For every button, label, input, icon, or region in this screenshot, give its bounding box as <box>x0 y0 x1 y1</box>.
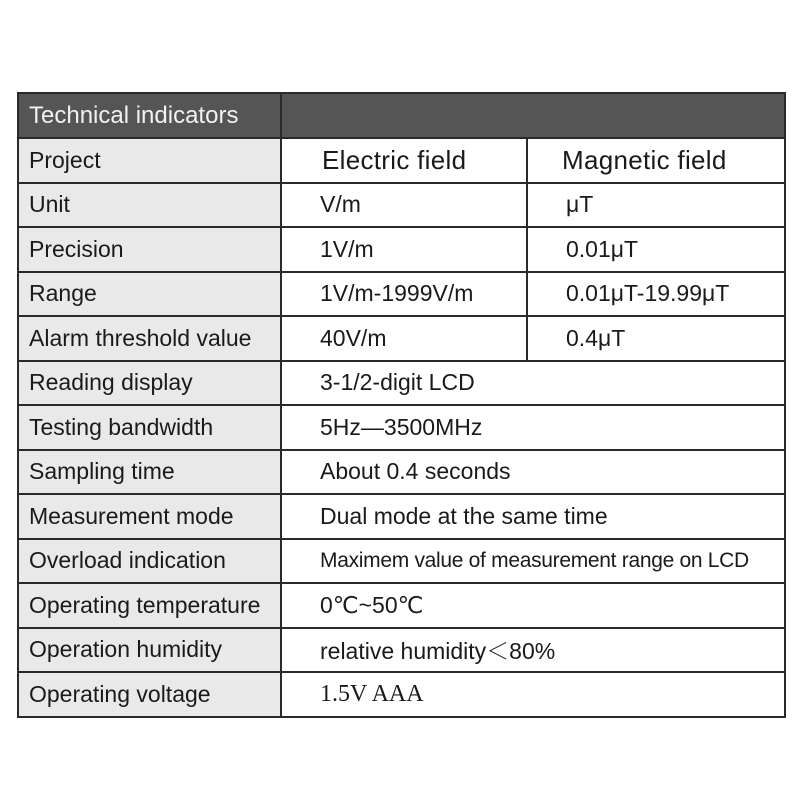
table-row-alarm-threshold <box>18 316 785 361</box>
electric-value: 1V/m-1999V/m <box>281 272 527 317</box>
row-value: 3-1/2-digit LCD <box>281 361 785 406</box>
row-label: Operation humidity <box>18 628 281 673</box>
table-row-sampling-time <box>18 450 785 495</box>
row-value: relative humidity＜80% <box>281 628 785 673</box>
magnetic-value: 0.01μT-19.99μT <box>527 272 785 317</box>
row-label: Range <box>18 272 281 317</box>
row-value: Maximem value of measurement range on LCD <box>281 539 785 584</box>
table-row-testing-bandwidth <box>18 405 785 450</box>
row-label: Testing bandwidth <box>18 405 281 450</box>
row-label: Sampling time <box>18 450 281 495</box>
row-value: About 0.4 seconds <box>281 450 785 495</box>
magnetic-value: μT <box>527 183 785 228</box>
row-value: 5Hz—3500MHz <box>281 405 785 450</box>
row-label: Unit <box>18 183 281 228</box>
electric-field-header: Electric field <box>281 138 527 183</box>
electric-value: 40V/m <box>281 316 527 361</box>
table-row-operating-temperature <box>18 583 785 628</box>
table-row-overload-indication <box>18 539 785 584</box>
table-title: Technical indicators <box>18 93 281 138</box>
column-header-row <box>18 138 785 183</box>
table-row-reading-display <box>18 361 785 406</box>
project-label: Project <box>18 138 281 183</box>
row-label: Overload indication <box>18 539 281 584</box>
row-label: Precision <box>18 227 281 272</box>
table-row-operation-humidity <box>18 628 785 673</box>
table-row-precision <box>18 227 785 272</box>
table-title-row <box>18 93 785 138</box>
table-row-range <box>18 272 785 317</box>
row-label: Operating voltage <box>18 672 281 717</box>
technical-indicators-table <box>17 92 786 718</box>
row-label: Measurement mode <box>18 494 281 539</box>
row-label: Operating temperature <box>18 583 281 628</box>
electric-value: 1V/m <box>281 227 527 272</box>
magnetic-field-header: Magnetic field <box>527 138 785 183</box>
row-label: Alarm threshold value <box>18 316 281 361</box>
electric-value: V/m <box>281 183 527 228</box>
table-row-operating-voltage <box>18 672 785 717</box>
row-value: 1.5V AAA <box>281 672 785 717</box>
row-value: 0℃~50℃ <box>281 583 785 628</box>
row-label: Reading display <box>18 361 281 406</box>
table-row-unit <box>18 183 785 228</box>
magnetic-value: 0.01μT <box>527 227 785 272</box>
table-title-fill <box>281 93 785 138</box>
table-row-measurement-mode <box>18 494 785 539</box>
row-value: Dual mode at the same time <box>281 494 785 539</box>
magnetic-value: 0.4μT <box>527 316 785 361</box>
